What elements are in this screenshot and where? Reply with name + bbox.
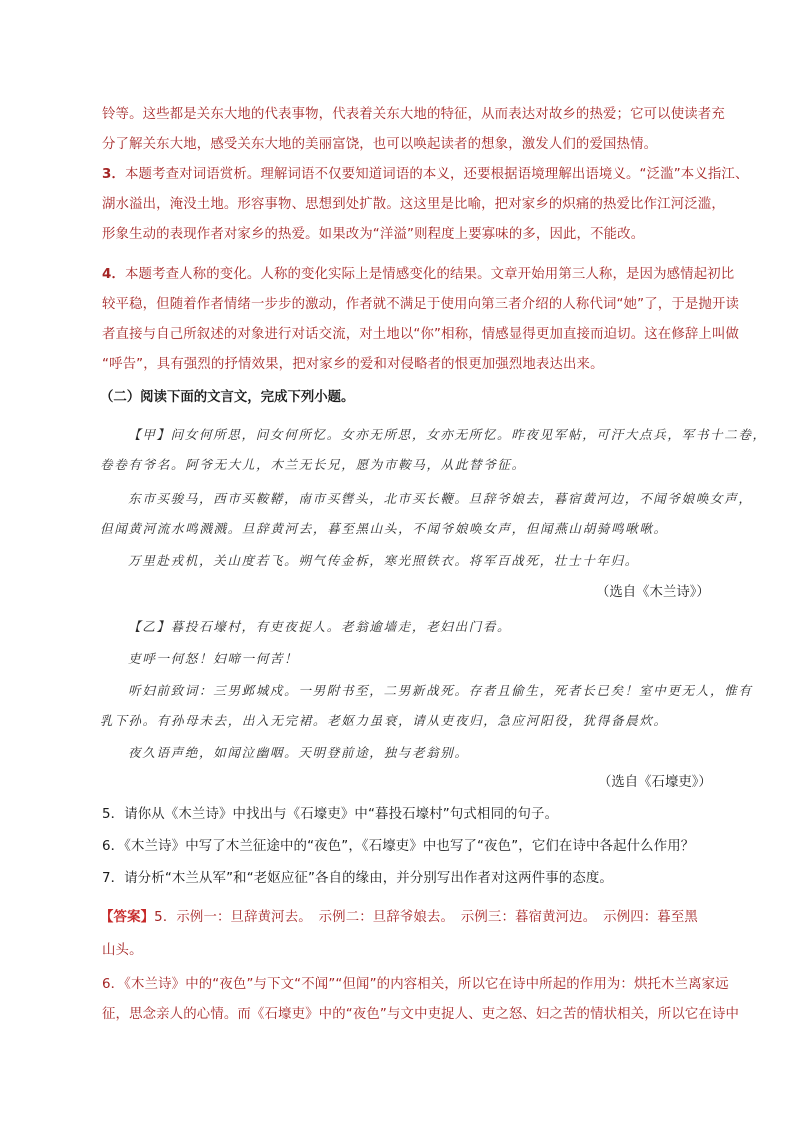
answer-label: 【答案】 — [100, 910, 155, 925]
classical-text-line: 卷卷有爷名。阿爷无大儿，木兰无长兄，愿为市鞍马，从此替爷征。 — [100, 457, 526, 472]
classical-text-line: 乳下孙。有孙母未去，出入无完裙。老妪力虽衰，请从吏夜归，急应河阳役，犹得备晨炊。 — [100, 713, 668, 728]
answer-4-line: 较平稳，但随着作者情绪一步步的激动，作者就不满足于使用向第三者介绍的人称代词“她”了，于是抛开读 — [102, 297, 740, 312]
classical-text-line: 但闻黄河流水鸣溅溅。旦辞黄河去，暮至黑山头，不闻爷娘唤女声，但闻燕山胡骑鸣啾啾。 — [100, 521, 668, 536]
classical-text-line: 东市买骏马，西市买鞍鞯，南市买辔头，北市买长鞭。旦辞爷娘去，暮宿黄河边，不闻爷娘唤女声， — [128, 491, 753, 506]
answer-line: 分了解关东大地，感受关东大地的美丽富饶，也可以唤起读者的想象，激发人们的爱国热情。 — [102, 137, 658, 152]
answer-3-line: 形象生动的表现作者对家乡的热爱。如果改为“洋溢”则程度上要寡味的多，因此，不能改。 — [102, 227, 645, 242]
classical-text-line: 【乙】暮投石壕村，有吏夜捉人。老翁逾墙走，老妇出门看。 — [128, 619, 512, 634]
classical-text-line: 夜久语声绝，如闻泣幽咽。天明登前途，独与老翁别。 — [128, 745, 469, 760]
answer-number: 3． — [102, 167, 126, 182]
source-citation: （选自《石壕吏》） — [598, 775, 712, 790]
answer-4-line — [102, 263, 734, 282]
classical-text-line: 吏呼一何怒！妇啼一何苦！ — [128, 651, 299, 666]
answer-text: 本题考查人称的变化。人称的变化实际上是情感变化的结果。文章开始用第三人称，是因为感情起初比 — [125, 267, 735, 282]
source-citation: （选自《木兰诗》） — [596, 585, 710, 600]
question-6: 6．《木兰诗》中写了木兰征途中的“夜色”，《石壕吏》中也写了“夜色”，它们在诗中各起什么作用？ — [102, 839, 695, 854]
classical-text-line: 听妇前致词：三男邺城戍。一男附书至，二男新战死。存者且偷生，死者长已矣！室中更无人，惟有 — [128, 683, 753, 698]
answer-number: 4． — [102, 267, 126, 282]
answer-5-line — [100, 906, 698, 925]
answer-line: 铃等。这些都是关东大地的代表事物，代表着关东大地的特征，从而表达对故乡的热爱；它可以使读者充 — [102, 107, 725, 122]
question-5: 5．请你从《木兰诗》中找出与《石壕吏》中“暮投石壕村”句式相同的句子。 — [102, 807, 559, 822]
question-7: 7．请分析“木兰从军”和“老妪应征”各自的缘由，并分别写出作者对这两件事的态度。 — [102, 871, 613, 886]
answer-4-line: 者直接与自己所叙述的对象进行对话交流，对土地以“你”相称，情感显得更加直接而迫切。这在修辞上叫做 — [102, 327, 740, 342]
answer-text: 本题考查对词语赏析。理解词语不仅要知道词语的本义，还要根据语境理解出语境义。“泛滥”本义指江、 — [125, 167, 749, 182]
answer-3-line: 湖水溢出，淹没土地。形容事物、思想到处扩散。这这里是比喻，把对家乡的炽痛的热爱比作江河泛滥， — [102, 197, 725, 212]
answer-3-line — [102, 163, 749, 182]
answer-6-line: 征，思念亲人的心情。而《石壕吏》中的“夜色”与文中吏捉人、吏之怒、妇之苦的情状相关，所以它在诗中 — [102, 1007, 740, 1022]
answer-text: 5．示例一：旦辞黄河去。 示例二：旦辞爷娘去。 示例三：暮宿黄河边。 示例四：暮至黑 — [154, 910, 698, 925]
section-title: （二）阅读下面的文言文，完成下列小题。 — [100, 390, 355, 405]
classical-text-line: 【甲】问女何所思，问女何所忆。女亦无所思，女亦无所忆。昨夜见军帖，可汗大点兵，军书十二卷， — [128, 427, 767, 442]
answer-6-line: 6．《木兰诗》中的“夜色”与下文“不闻”“但闻”的内容相关，所以它在诗中所起的作用为：烘托木兰离家远 — [102, 977, 729, 992]
answer-5-line: 山头。 — [102, 943, 143, 958]
classical-text-line: 万里赴戎机，关山度若飞。朔气传金柝，寒光照铁衣。将军百战死，壮士十年归。 — [128, 553, 639, 568]
answer-4-line: “呼告”，具有强烈的抒情效果，把对家乡的爱和对侵略者的恨更加强烈地表达出来。 — [102, 357, 604, 372]
